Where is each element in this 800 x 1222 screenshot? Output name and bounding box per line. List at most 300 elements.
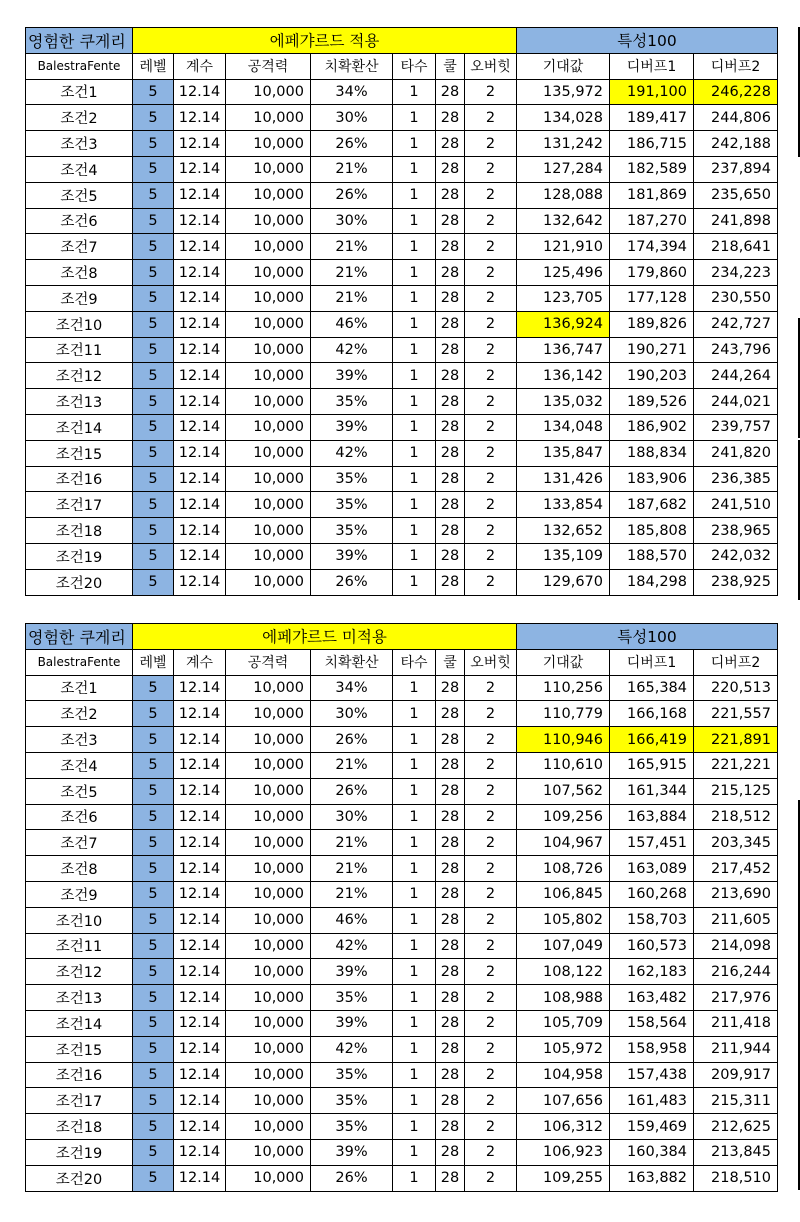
column-header: 타수 [393,649,436,675]
table-row [26,414,778,440]
table-cell: 1 [393,933,436,959]
table-cell: 5 [133,105,174,131]
table-row [26,1088,778,1114]
table-row [26,804,778,830]
table-cell: 5 [133,727,174,753]
table-cell: 5 [133,907,174,933]
table-cell: 1 [393,1088,436,1114]
table-cell: 12.14 [174,518,226,544]
table-cell: 163,482 [610,985,694,1011]
table-cell: 35% [311,518,393,544]
table-cell: 214,098 [694,933,778,959]
table-cell: 1 [393,337,436,363]
table-cell: 2 [465,285,517,311]
table-cell: 2 [465,208,517,234]
table-cell: 12.14 [174,1165,226,1191]
table-cell: 2 [465,492,517,518]
category-label: 영험한 쿠게리 [26,28,133,54]
table-cell: 1 [393,466,436,492]
table-title-row [26,28,778,54]
table-cell: 10,000 [226,414,311,440]
row-label: 조건12 [26,363,133,389]
table-cell: 12.14 [174,131,226,157]
table-cell: 5 [133,933,174,959]
row-label: 조건4 [26,156,133,182]
table-cell: 28 [436,105,465,131]
table-epegard-applied [25,27,778,596]
table-cell: 163,884 [610,804,694,830]
trait-label: 특성100 [517,28,778,54]
table-cell: 2 [465,466,517,492]
table-cell: 2 [465,985,517,1011]
row-label: 조건18 [26,1114,133,1140]
table-body [26,675,778,1191]
table-cell: 2 [465,933,517,959]
table-cell: 12.14 [174,337,226,363]
table-cell: 189,526 [610,389,694,415]
table-cell: 10,000 [226,804,311,830]
table-cell: 185,808 [610,518,694,544]
table-cell: 12.14 [174,79,226,105]
table-row [26,131,778,157]
table-cell: 1 [393,1165,436,1191]
table-cell: 28 [436,959,465,985]
table-cell: 28 [436,79,465,105]
table-cell: 221,891 [694,727,778,753]
table-cell: 28 [436,1062,465,1088]
table-cell: 39% [311,414,393,440]
table-cell: 5 [133,492,174,518]
row-label: 조건11 [26,337,133,363]
table-cell: 12.14 [174,466,226,492]
table-row [26,778,778,804]
table-cell: 134,028 [517,105,610,131]
table-cell: 30% [311,701,393,727]
table-row [26,959,778,985]
table-cell: 2 [465,727,517,753]
table-cell: 5 [133,752,174,778]
column-header: 레벨 [133,649,174,675]
table-cell: 28 [436,466,465,492]
table-cell: 1 [393,701,436,727]
table-cell: 239,757 [694,414,778,440]
table-cell: 211,944 [694,1036,778,1062]
table-cell: 160,268 [610,881,694,907]
table-cell: 244,264 [694,363,778,389]
row-label: 조건4 [26,752,133,778]
table-cell: 1 [393,881,436,907]
table-cell: 191,100 [610,79,694,105]
table-cell: 234,223 [694,260,778,286]
table-cell: 242,188 [694,131,778,157]
table-cell: 2 [465,363,517,389]
table-cell: 10,000 [226,466,311,492]
table-cell: 5 [133,363,174,389]
table-cell: 5 [133,79,174,105]
table-row [26,1036,778,1062]
table-cell: 21% [311,881,393,907]
table-cell: 10,000 [226,105,311,131]
table-row [26,752,778,778]
table-cell: 2 [465,1139,517,1165]
column-header: 오버힛 [465,649,517,675]
table-cell: 179,860 [610,260,694,286]
table-cell: 10,000 [226,881,311,907]
table-cell: 218,512 [694,804,778,830]
table-cell: 1 [393,985,436,1011]
table-cell: 2 [465,1062,517,1088]
table-cell: 10,000 [226,701,311,727]
table-row [26,881,778,907]
table-cell: 5 [133,440,174,466]
table-row [26,311,778,337]
table-cell: 165,915 [610,752,694,778]
table-cell: 215,311 [694,1088,778,1114]
column-header: 계수 [174,649,226,675]
table-cell: 213,690 [694,881,778,907]
table-cell: 2 [465,1088,517,1114]
table-cell: 188,570 [610,543,694,569]
table-cell: 2 [465,543,517,569]
table-cell: 184,298 [610,569,694,595]
table-cell: 5 [133,311,174,337]
table-cell: 135,032 [517,389,610,415]
row-label: 조건11 [26,933,133,959]
row-label: 조건8 [26,856,133,882]
table-cell: 1 [393,105,436,131]
table-epegard-not-applied [25,623,778,1192]
table-cell: 21% [311,856,393,882]
table-cell: 220,513 [694,675,778,701]
table-cell: 136,142 [517,363,610,389]
table-cell: 5 [133,569,174,595]
table-cell: 121,910 [517,234,610,260]
column-header: 디버프2 [694,649,778,675]
column-header: 디버프1 [610,649,694,675]
table-cell: 28 [436,675,465,701]
table-cell: 12.14 [174,830,226,856]
table-cell: 1 [393,156,436,182]
table-cell: 190,271 [610,337,694,363]
table-cell: 123,705 [517,285,610,311]
table-cell: 12.14 [174,260,226,286]
table-cell: 2 [465,131,517,157]
table-cell: 217,452 [694,856,778,882]
table-cell: 2 [465,234,517,260]
table-cell: 105,802 [517,907,610,933]
table-cell: 10,000 [226,131,311,157]
row-label: 조건6 [26,804,133,830]
table-cell: 106,923 [517,1139,610,1165]
table-cell: 12.14 [174,1010,226,1036]
row-label: 조건8 [26,260,133,286]
table-cell: 10,000 [226,1114,311,1140]
table-cell: 244,021 [694,389,778,415]
table-cell: 5 [133,1062,174,1088]
table-cell: 109,255 [517,1165,610,1191]
table-cell: 5 [133,414,174,440]
column-header-row [26,53,778,79]
table-cell: 12.14 [174,804,226,830]
table-cell: 10,000 [226,1036,311,1062]
row-label: 조건17 [26,1088,133,1114]
table-cell: 28 [436,830,465,856]
row-label: 조건15 [26,440,133,466]
table-cell: 12.14 [174,1139,226,1165]
table-cell: 1 [393,778,436,804]
table-cell: 28 [436,156,465,182]
table-row [26,856,778,882]
table-cell: 12.14 [174,881,226,907]
column-header: 공격력 [226,649,311,675]
table-row [26,1062,778,1088]
table-cell: 1 [393,518,436,544]
row-label: 조건6 [26,208,133,234]
table-cell: 10,000 [226,1139,311,1165]
table-cell: 12.14 [174,440,226,466]
table-cell: 2 [465,1036,517,1062]
table-cell: 160,384 [610,1139,694,1165]
table-cell: 134,048 [517,414,610,440]
table-cell: 2 [465,1114,517,1140]
table-cell: 189,826 [610,311,694,337]
table-cell: 109,256 [517,804,610,830]
table-cell: 110,946 [517,727,610,753]
table-cell: 2 [465,675,517,701]
table-cell: 1 [393,959,436,985]
table-cell: 28 [436,856,465,882]
table-cell: 241,898 [694,208,778,234]
table-cell: 1 [393,131,436,157]
table-cell: 5 [133,389,174,415]
table-cell: 21% [311,234,393,260]
table-cell: 39% [311,363,393,389]
table-cell: 161,344 [610,778,694,804]
table-cell: 28 [436,752,465,778]
table-cell: 12.14 [174,701,226,727]
row-label: 조건16 [26,1062,133,1088]
table-row [26,363,778,389]
table-cell: 215,125 [694,778,778,804]
column-header: 디버프1 [610,53,694,79]
row-label: 조건3 [26,727,133,753]
table-row [26,1139,778,1165]
table-row [26,1114,778,1140]
table-cell: 211,418 [694,1010,778,1036]
table-row [26,569,778,595]
table-cell: 12.14 [174,675,226,701]
category-label: 영험한 쿠게리 [26,624,133,650]
table-cell: 10,000 [226,933,311,959]
table-cell: 30% [311,208,393,234]
table-cell: 158,958 [610,1036,694,1062]
row-label: 조건10 [26,907,133,933]
table-cell: 1 [393,752,436,778]
table-cell: 163,882 [610,1165,694,1191]
row-label: 조건9 [26,285,133,311]
table-cell: 2 [465,414,517,440]
table-cell: 5 [133,285,174,311]
table-cell: 2 [465,518,517,544]
table-cell: 5 [133,701,174,727]
table-cell: 10,000 [226,569,311,595]
table-cell: 12.14 [174,414,226,440]
row-label: 조건1 [26,675,133,701]
table-cell: 12.14 [174,933,226,959]
table-row [26,907,778,933]
table-cell: 1 [393,856,436,882]
table-cell: 12.14 [174,543,226,569]
table-cell: 26% [311,182,393,208]
table-cell: 133,854 [517,492,610,518]
table-cell: 42% [311,440,393,466]
table-cell: 12.14 [174,856,226,882]
table-cell: 5 [133,156,174,182]
column-header: 공격력 [226,53,311,79]
table-cell: 2 [465,440,517,466]
row-label: 조건1 [26,79,133,105]
table-cell: 135,972 [517,79,610,105]
table-cell: 28 [436,985,465,1011]
table-cell: 244,806 [694,105,778,131]
table-cell: 218,510 [694,1165,778,1191]
table-cell: 28 [436,804,465,830]
table-cell: 230,550 [694,285,778,311]
table-cell: 237,894 [694,156,778,182]
table-cell: 190,203 [610,363,694,389]
table-cell: 12.14 [174,985,226,1011]
table-cell: 125,496 [517,260,610,286]
table-row [26,492,778,518]
table-cell: 2 [465,389,517,415]
table-cell: 1 [393,363,436,389]
table-cell: 132,642 [517,208,610,234]
table-cell: 105,972 [517,1036,610,1062]
table-cell: 28 [436,182,465,208]
table-cell: 39% [311,959,393,985]
table-cell: 108,122 [517,959,610,985]
table-cell: 1 [393,234,436,260]
row-label: 조건19 [26,1139,133,1165]
table-cell: 26% [311,778,393,804]
table-cell: 10,000 [226,752,311,778]
table-cell: 1 [393,389,436,415]
table-cell: 2 [465,1165,517,1191]
table-cell: 28 [436,131,465,157]
table-cell: 107,656 [517,1088,610,1114]
table-cell: 21% [311,830,393,856]
table-cell: 183,906 [610,466,694,492]
table-cell: 243,796 [694,337,778,363]
table-cell: 158,564 [610,1010,694,1036]
table-cell: 5 [133,131,174,157]
table-cell: 105,709 [517,1010,610,1036]
table-row [26,1165,778,1191]
column-header: BalestraFente [26,649,133,675]
table-row [26,234,778,260]
column-header: 레벨 [133,53,174,79]
row-label: 조건5 [26,182,133,208]
table-cell: 1 [393,208,436,234]
table-cell: 189,417 [610,105,694,131]
table-cell: 2 [465,856,517,882]
table-cell: 28 [436,1088,465,1114]
table-cell: 5 [133,1139,174,1165]
table-cell: 1 [393,727,436,753]
row-label: 조건7 [26,234,133,260]
table-cell: 135,847 [517,440,610,466]
table-cell: 2 [465,959,517,985]
table-cell: 12.14 [174,1088,226,1114]
table-cell: 10,000 [226,260,311,286]
table-cell: 10,000 [226,234,311,260]
table-cell: 236,385 [694,466,778,492]
table-cell: 46% [311,907,393,933]
table-cell: 159,469 [610,1114,694,1140]
table-cell: 42% [311,933,393,959]
column-header: 쿨 [436,649,465,675]
table-cell: 5 [133,182,174,208]
table-row [26,105,778,131]
table-cell: 218,641 [694,234,778,260]
table-cell: 10,000 [226,208,311,234]
table-row [26,701,778,727]
table-cell: 135,109 [517,543,610,569]
table-cell: 5 [133,208,174,234]
table-cell: 2 [465,260,517,286]
table-cell: 1 [393,1062,436,1088]
table-cell: 21% [311,260,393,286]
table-cell: 1 [393,1036,436,1062]
table-cell: 12.14 [174,363,226,389]
table-row [26,182,778,208]
table-cell: 10,000 [226,156,311,182]
table-cell: 5 [133,234,174,260]
table-cell: 5 [133,260,174,286]
table-cell: 35% [311,492,393,518]
table-cell: 216,244 [694,959,778,985]
table-cell: 242,727 [694,311,778,337]
row-label: 조건17 [26,492,133,518]
table-cell: 34% [311,79,393,105]
table-cell: 28 [436,881,465,907]
table-cell: 5 [133,856,174,882]
table-row [26,543,778,569]
table-cell: 46% [311,311,393,337]
table-cell: 34% [311,675,393,701]
row-label: 조건13 [26,389,133,415]
column-header: 기대값 [517,53,610,79]
table-row [26,727,778,753]
table-cell: 28 [436,543,465,569]
table-cell: 238,925 [694,569,778,595]
table-cell: 1 [393,311,436,337]
column-header: 치확환산 [311,649,393,675]
table-cell: 21% [311,156,393,182]
table-cell: 162,183 [610,959,694,985]
table-cell: 203,345 [694,830,778,856]
table-cell: 28 [436,1114,465,1140]
table-cell: 1 [393,285,436,311]
table-row [26,79,778,105]
table-cell: 28 [436,363,465,389]
table-row [26,337,778,363]
table-cell: 28 [436,569,465,595]
column-header: 기대값 [517,649,610,675]
table-cell: 21% [311,752,393,778]
table-cell: 35% [311,466,393,492]
table-cell: 12.14 [174,285,226,311]
